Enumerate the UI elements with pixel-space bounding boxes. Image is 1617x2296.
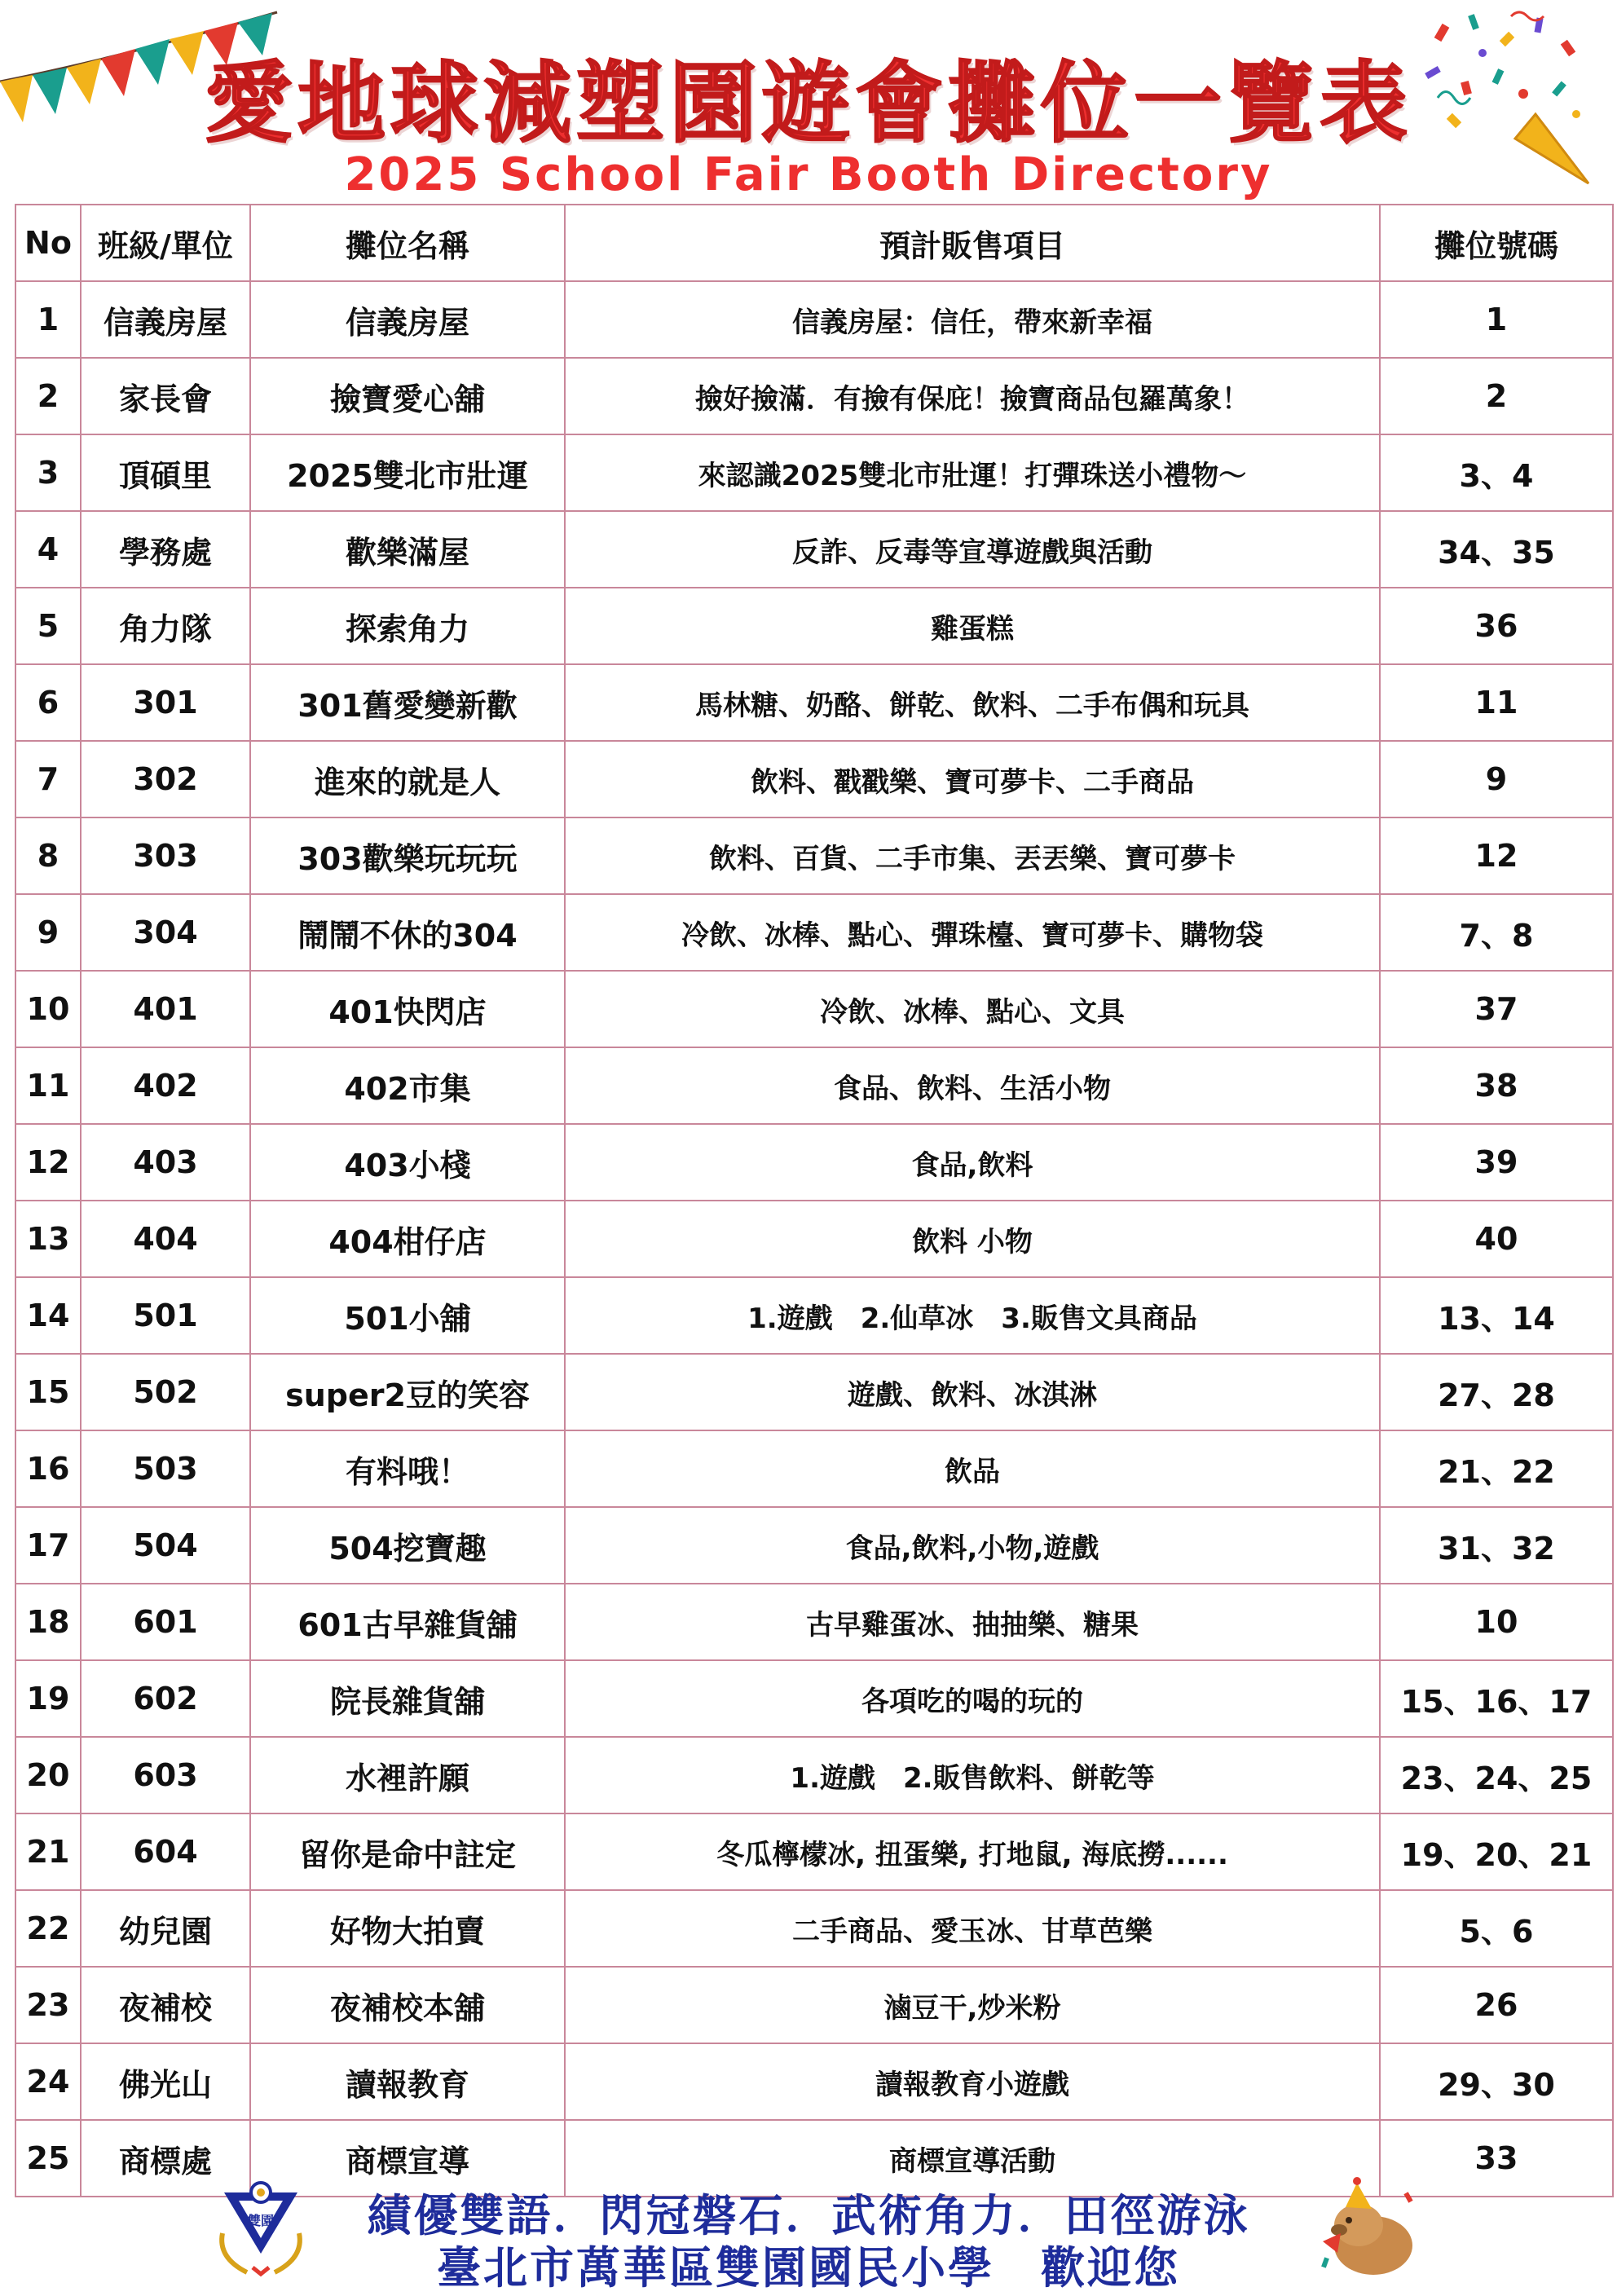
cell-booth: 29、30 [1380, 2043, 1613, 2120]
cell-unit: 頂碩里 [81, 434, 250, 511]
cell-name: 501小舖 [250, 1277, 565, 1354]
cell-no: 23 [15, 1967, 81, 2043]
cell-name: 讀報教育 [250, 2043, 565, 2120]
table-row [15, 434, 1613, 511]
cell-no: 3 [15, 434, 81, 511]
footer-school-welcome: 臺北市萬華區雙園國民小學 歡迎您 [437, 2242, 1180, 2294]
page-subtitle: 2025 School Fair Booth Directory [344, 148, 1273, 201]
cell-no: 25 [15, 2120, 81, 2197]
cell-name: 夜補校本舖 [250, 1967, 565, 2043]
table-row [15, 1813, 1613, 1890]
cell-items: 撿好撿滿．有撿有保庇！撿寶商品包羅萬象！ [565, 358, 1380, 434]
table-row [15, 358, 1613, 434]
cell-unit: 404 [81, 1201, 250, 1277]
table-row [15, 1354, 1613, 1430]
cell-name: 303歡樂玩玩玩 [250, 817, 565, 894]
cell-items: 冬瓜檸檬冰, 扭蛋樂, 打地鼠, 海底撈...... [565, 1813, 1380, 1890]
cell-no: 12 [15, 1124, 81, 1201]
cell-booth: 2 [1380, 358, 1613, 434]
table-row [15, 1737, 1613, 1813]
cell-booth: 9 [1380, 741, 1613, 817]
cell-items: 來認識2025雙北市壯運！打彈珠送小禮物～ [565, 434, 1380, 511]
table-row [15, 1277, 1613, 1354]
column-header-name: 攤位名稱 [250, 205, 565, 281]
table-row [15, 511, 1613, 588]
cell-booth: 19、20、21 [1380, 1813, 1613, 1890]
cell-name: 401快閃店 [250, 971, 565, 1047]
cell-unit: 403 [81, 1124, 250, 1201]
table-row [15, 971, 1613, 1047]
cell-unit: 504 [81, 1507, 250, 1584]
cell-items: 飲品 [565, 1430, 1380, 1507]
cell-name: 好物大拍賣 [250, 1890, 565, 1967]
table-row [15, 2043, 1613, 2120]
cell-items: 反詐、反毒等宣導遊戲與活動 [565, 511, 1380, 588]
cell-unit: 304 [81, 894, 250, 971]
cell-booth: 13、14 [1380, 1277, 1613, 1354]
cell-name: 504挖寶趣 [250, 1507, 565, 1584]
table-row [15, 1660, 1613, 1737]
cell-booth: 15、16、17 [1380, 1660, 1613, 1737]
table-row [15, 1201, 1613, 1277]
table-row [15, 894, 1613, 971]
cell-booth: 39 [1380, 1124, 1613, 1201]
cell-no: 13 [15, 1201, 81, 1277]
table-row [15, 741, 1613, 817]
cell-items: 滷豆干,炒米粉 [565, 1967, 1380, 2043]
cell-booth: 21、22 [1380, 1430, 1613, 1507]
table-row [15, 1967, 1613, 2043]
cell-unit: 603 [81, 1737, 250, 1813]
cell-unit: 402 [81, 1047, 250, 1124]
cell-booth: 38 [1380, 1047, 1613, 1124]
cell-items: 食品、飲料、生活小物 [565, 1047, 1380, 1124]
cell-no: 21 [15, 1813, 81, 1890]
cell-unit: 602 [81, 1660, 250, 1737]
cell-no: 7 [15, 741, 81, 817]
cell-no: 11 [15, 1047, 81, 1124]
cell-booth: 12 [1380, 817, 1613, 894]
cell-no: 18 [15, 1584, 81, 1660]
table-row [15, 1890, 1613, 1967]
cell-booth: 11 [1380, 664, 1613, 741]
cell-unit: 401 [81, 971, 250, 1047]
cell-booth: 37 [1380, 971, 1613, 1047]
cell-items: 飲料、百貨、二手市集、丟丟樂、寶可夢卡 [565, 817, 1380, 894]
cell-no: 9 [15, 894, 81, 971]
table-row [15, 1430, 1613, 1507]
cell-name: 商標宣導 [250, 2120, 565, 2197]
table-row [15, 1584, 1613, 1660]
cell-booth: 26 [1380, 1967, 1613, 2043]
cell-booth: 23、24、25 [1380, 1737, 1613, 1813]
cell-items: 讀報教育小遊戲 [565, 2043, 1380, 2120]
cell-unit: 夜補校 [81, 1967, 250, 2043]
cell-booth: 33 [1380, 2120, 1613, 2197]
cell-items: 信義房屋：信任，帶來新幸福 [565, 281, 1380, 358]
cell-name: 301舊愛變新歡 [250, 664, 565, 741]
table-row [15, 664, 1613, 741]
booth-table [15, 204, 1614, 2197]
cell-booth: 31、32 [1380, 1507, 1613, 1584]
column-header-unit: 班級/單位 [81, 205, 250, 281]
cell-name: 402市集 [250, 1047, 565, 1124]
table-row [15, 281, 1613, 358]
cell-booth: 7、8 [1380, 894, 1613, 971]
cell-unit: 學務處 [81, 511, 250, 588]
cell-name: 404柑仔店 [250, 1201, 565, 1277]
cell-no: 6 [15, 664, 81, 741]
cell-items: 1.遊戲 2.仙草冰 3.販售文具商品 [565, 1277, 1380, 1354]
cell-unit: 302 [81, 741, 250, 817]
table-row [15, 1124, 1613, 1201]
cell-unit: 503 [81, 1430, 250, 1507]
cell-name: 水裡許願 [250, 1737, 565, 1813]
table-row [15, 1507, 1613, 1584]
cell-name: 403小棧 [250, 1124, 565, 1201]
cell-items: 食品,飲料 [565, 1124, 1380, 1201]
cell-name: super2豆的笑容 [250, 1354, 565, 1430]
cell-name: 撿寶愛心舖 [250, 358, 565, 434]
school-logo-text: 雙園 [247, 2213, 275, 2228]
cell-name: 留你是命中註定 [250, 1813, 565, 1890]
cell-unit: 信義房屋 [81, 281, 250, 358]
column-header-items: 預計販售項目 [565, 205, 1380, 281]
cell-unit: 502 [81, 1354, 250, 1430]
cell-no: 8 [15, 817, 81, 894]
cell-no: 16 [15, 1430, 81, 1507]
cell-booth: 1 [1380, 281, 1613, 358]
cell-name: 院長雜貨舖 [250, 1660, 565, 1737]
cell-unit: 501 [81, 1277, 250, 1354]
table-row [15, 588, 1613, 664]
cell-name: 鬧鬧不休的304 [250, 894, 565, 971]
cell-items: 商標宣導活動 [565, 2120, 1380, 2197]
cell-name: 有料哦！ [250, 1430, 565, 1507]
cell-items: 飲料 小物 [565, 1201, 1380, 1277]
column-header-booth: 攤位號碼 [1380, 205, 1613, 281]
cell-no: 14 [15, 1277, 81, 1354]
cell-items: 古早雞蛋冰、抽抽樂、糖果 [565, 1584, 1380, 1660]
cell-booth: 34、35 [1380, 511, 1613, 588]
column-header-no: No [15, 205, 81, 281]
cell-booth: 5、6 [1380, 1890, 1613, 1967]
cell-items: 冷飲、冰棒、點心、文具 [565, 971, 1380, 1047]
page-title: 愛地球減塑園遊會攤位一覽表 [204, 53, 1412, 155]
cell-unit: 604 [81, 1813, 250, 1890]
cell-unit: 商標處 [81, 2120, 250, 2197]
capybara-mascot-icon [1308, 2168, 1422, 2282]
cell-items: 冷飲、冰棒、點心、彈珠檯、寶可夢卡、購物袋 [565, 894, 1380, 971]
cell-items: 食品,飲料,小物,遊戲 [565, 1507, 1380, 1584]
cell-items: 馬林糖、奶酪、餅乾、飲料、二手布偶和玩具 [565, 664, 1380, 741]
cell-no: 19 [15, 1660, 81, 1737]
cell-unit: 角力隊 [81, 588, 250, 664]
cell-no: 20 [15, 1737, 81, 1813]
cell-no: 2 [15, 358, 81, 434]
cell-booth: 36 [1380, 588, 1613, 664]
cell-items: 二手商品、愛玉冰、甘草芭樂 [565, 1890, 1380, 1967]
cell-no: 1 [15, 281, 81, 358]
table-row [15, 1047, 1613, 1124]
cell-name: 探索角力 [250, 588, 565, 664]
table-row [15, 817, 1613, 894]
cell-booth: 40 [1380, 1201, 1613, 1277]
cell-name: 2025雙北市壯運 [250, 434, 565, 511]
cell-name: 601古早雜貨舖 [250, 1584, 565, 1660]
cell-no: 17 [15, 1507, 81, 1584]
cell-name: 信義房屋 [250, 281, 565, 358]
cell-no: 10 [15, 971, 81, 1047]
cell-name: 歡樂滿屋 [250, 511, 565, 588]
table-header-row [15, 205, 1613, 281]
cell-no: 24 [15, 2043, 81, 2120]
cell-unit: 301 [81, 664, 250, 741]
cell-no: 22 [15, 1890, 81, 1967]
table-body [15, 281, 1613, 2197]
cell-items: 各項吃的喝的玩的 [565, 1660, 1380, 1737]
cell-unit: 佛光山 [81, 2043, 250, 2120]
cell-unit: 303 [81, 817, 250, 894]
cell-unit: 601 [81, 1584, 250, 1660]
cell-name: 進來的就是人 [250, 741, 565, 817]
cell-unit: 幼兒園 [81, 1890, 250, 1967]
cell-no: 4 [15, 511, 81, 588]
cell-items: 遊戲、飲料、冰淇淋 [565, 1354, 1380, 1430]
cell-no: 15 [15, 1354, 81, 1430]
cell-unit: 家長會 [81, 358, 250, 434]
cell-items: 1.遊戲 2.販售飲料、餅乾等 [565, 1737, 1380, 1813]
cell-no: 5 [15, 588, 81, 664]
cell-booth: 10 [1380, 1584, 1613, 1660]
cell-booth: 3、4 [1380, 434, 1613, 511]
footer-slogan: 績優雙語．閃冠磐石．武術角力．田徑游泳 [367, 2190, 1250, 2241]
cell-booth: 27、28 [1380, 1354, 1613, 1430]
cell-items: 雞蛋糕 [565, 588, 1380, 664]
cell-items: 飲料、戳戳樂、寶可夢卡、二手商品 [565, 741, 1380, 817]
